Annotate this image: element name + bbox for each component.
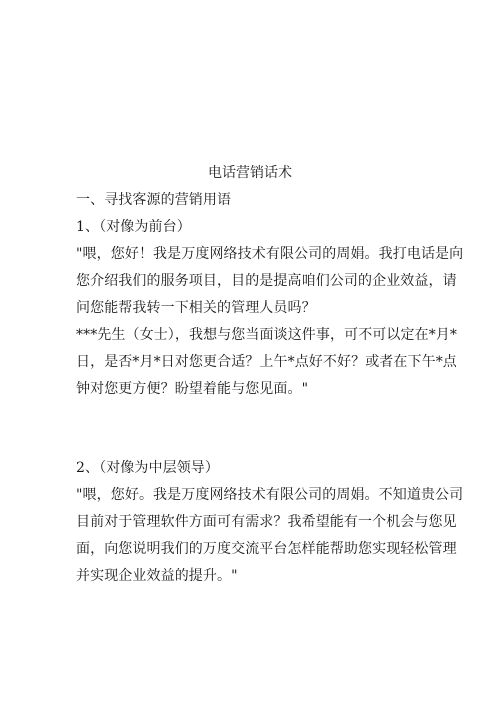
item2-paragraph-line: 并实现企业效益的提升。" <box>76 568 238 584</box>
item2-paragraph-line: 目前对于管理软件方面可有需求？我希望能有一个机会与您见 <box>76 514 457 530</box>
item1-paragraph1-line: 您介绍我们的服务项目，目的是提高咱们公司的企业效益，请 <box>76 273 457 289</box>
item1-paragraph2-line: 日，是否*月*日对您更合适？上午*点好不好？或者在下午*点 <box>76 354 457 370</box>
item2-paragraph-line: "喂，您好。我是万度网络技术有限公司的周娟。不知道贵公司 <box>76 487 464 503</box>
section-heading: 一、寻找客源的营销用语 <box>76 192 232 208</box>
item1-paragraph1-line: 问您能帮我转一下相关的管理人员吗？ <box>76 300 316 316</box>
item2-paragraph-line: 面，向您说明我们的万度交流平台怎样能帮助您实现轻松管理 <box>76 541 457 557</box>
document-title: 电话营销话术 <box>208 165 292 181</box>
item2-label: 2、（对像为中层领导） <box>76 460 220 476</box>
item1-label: 1、（对像为前台） <box>76 219 191 235</box>
item1-paragraph2-line: 钟对您更方便？盼望着能与您见面。" <box>76 381 309 397</box>
item1-paragraph2-line: ***先生（女士），我想与您当面谈这件事，可不可以定在*月* <box>76 327 457 343</box>
item1-paragraph1-line: "喂，您好！我是万度网络技术有限公司的周娟。我打电话是向 <box>76 246 464 262</box>
